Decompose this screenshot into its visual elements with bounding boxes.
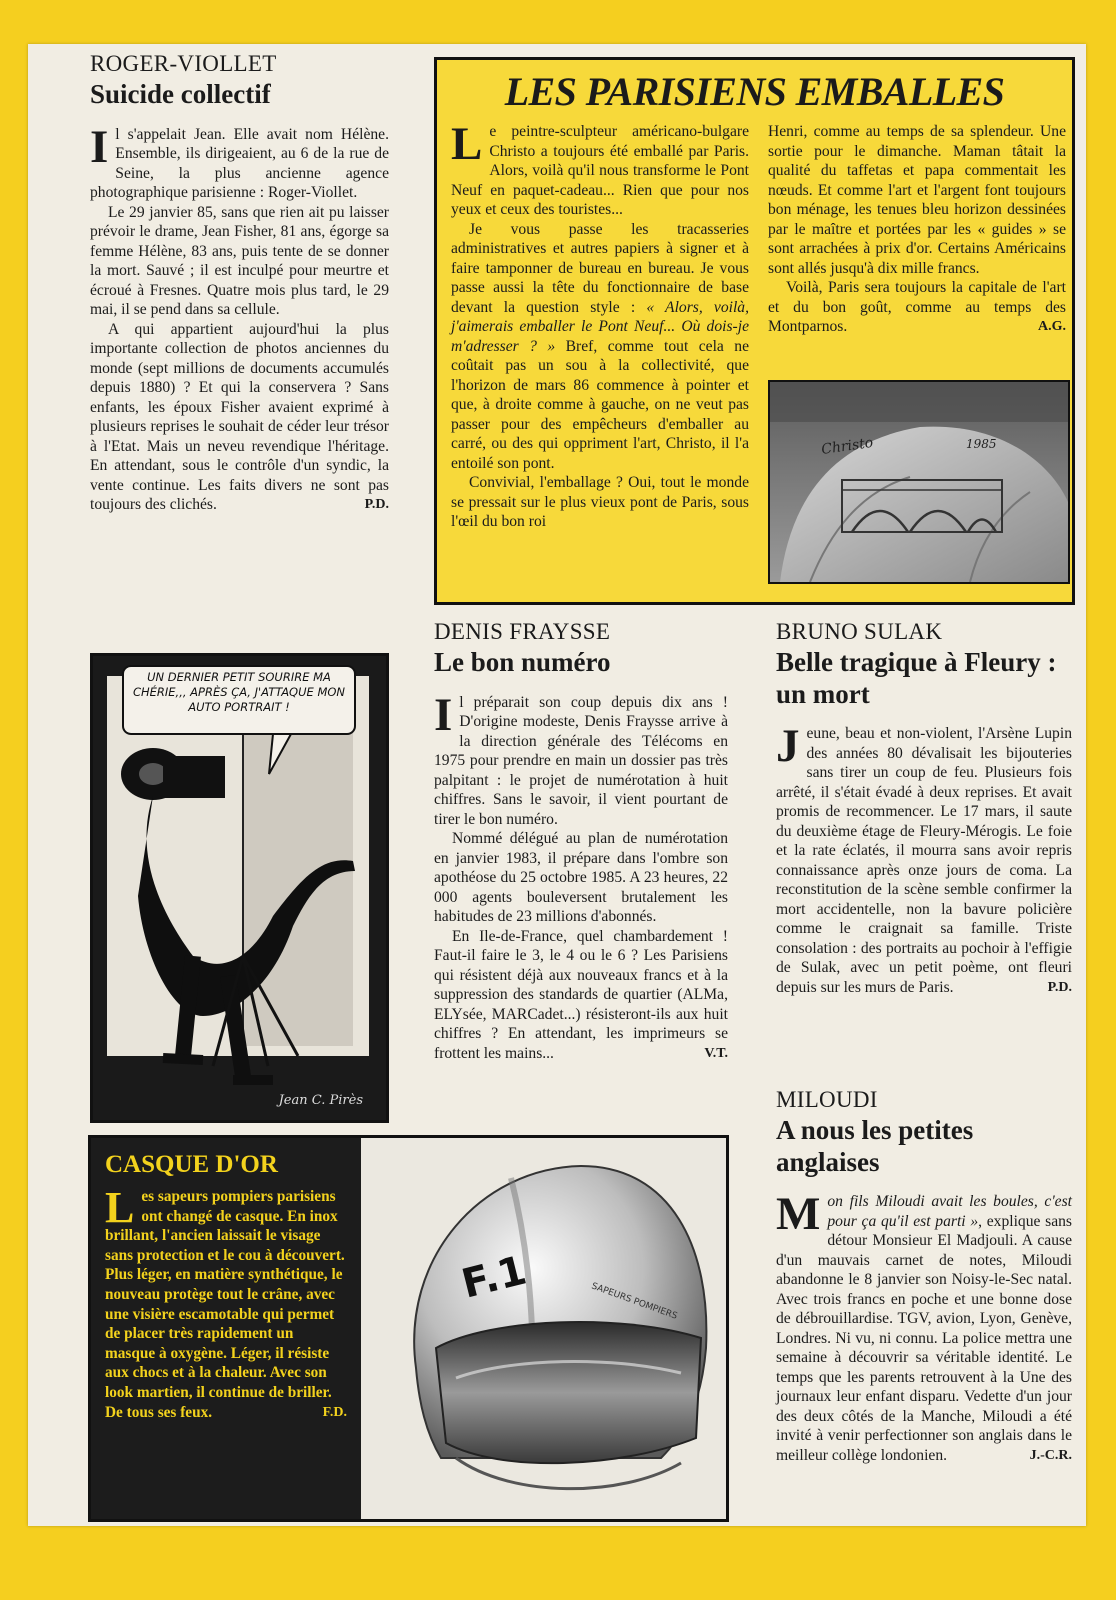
article-casque-dor <box>88 1135 729 1522</box>
helmet-mark: F.1 <box>457 1247 531 1308</box>
paragraph: , explique sans détour Monsieur El Madjouli. A cause d'un mauvais carnet de notes, Miloudi abandonne le 8 janvier son Noisy-le-Sec natal. Avec trois francs en poche et une bonne dose de débrouillardise. TGV, avion, Lyon, Genève, Londres. Ni vu, ni connu. La police mettra une semaine à découvrir sa véritable identité. Le temps que les parents retrouvent à la Une des journaux leur enfant disparu. Vedette d'un jour des deux côtés de la Manche, Miloudi a été invité à venir perfectionner son anglais dans le meilleur collège londonien. <box>776 1212 1072 1464</box>
article-body <box>776 1188 1072 1465</box>
paragraph: Bref, comme tout cela ne coûtait pas un sou à la collectivité, que l'horizon de mars 86 commence à pointer et que, à droite comme à gauche, on ne veut pas passer pour des empêcheurs d'emballer au carré, ou des qui oppriment l'art, Christo, il l'a entoilé son pont. <box>451 337 749 472</box>
paragraph: A qui appartient aujourd'hui la plus importante collection de photos anciennes du monde (sept millions de documents accumulés depuis 1880) ? Et qui la conservera ? Sans enfants, les époux Fisher avaient exprimé à plusieurs reprises le souhait de céder leur trésor à l'Etat. Mais un neveu revendique l'héritage. En attendant, sous le contrôle d'un syndic, la vente continue. Les faits divers ne sont pas toujours des clichés. <box>90 320 389 514</box>
cartoonist-signature: Jean C. Pirès <box>278 1093 363 1108</box>
article-body <box>90 120 389 515</box>
paragraph: l s'appelait Jean. Elle avait nom Hélène. Ensemble, ils dirigeaient, au 6 de la rue de Seine, la plus ancienne agence photographique parisienne : Roger-Viollet. <box>90 125 389 202</box>
paragraph: es sapeurs pompiers parisiens ont changé de casque. En inox brillant, l'ancien laissait le visage sans protection et le cou à découvert. <box>105 1188 345 1264</box>
drop-cap: J <box>776 720 800 773</box>
paragraph: Plus léger, en matière synthétique, le nouveau protège tout le crâne, avec une visière escamotable qui permet de placer très rapidement un masque à oxygène. Léger, il résiste aux chocs et à la chaleur. Avec son look martien, il continue de briller. De tous ses feux. <box>105 1266 343 1421</box>
helmet-illustration <box>361 1138 726 1519</box>
paragraph: En Ile-de-France, quel chambardement ! Faut-il faire le 3, le 4 ou le 6 ? Les Parisiens qui résistent déjà aux nouveaux francs et à la suppression des standards de quartier (ALMa, ELYsée, MARCadet...) résisteront-ils aux huit chiffres ? En attendant, les imprimeurs se frottent les mains... <box>434 927 728 1062</box>
article-miloudi <box>776 1088 1072 1465</box>
article-kicker: DENIS FRAYSSE <box>434 619 611 644</box>
photo-date: 1985 <box>966 437 997 451</box>
article-body <box>434 688 728 1064</box>
author-signature: V.T. <box>704 1045 728 1061</box>
cartoon-photographer <box>90 653 389 1123</box>
paragraph: l préparait son coup depuis dix ans ! D'origine modeste, Denis Fraysse arrive à la direction générale des Télécoms en 1975 pour prendre en main un dossier pas très palpitant : le projet de numérotation à huit chiffres. Sans le savoir, il vient pourtant de tirer le bon numéro. <box>434 693 728 828</box>
article-headline: Belle tragique à Fleury : un mort <box>776 647 1057 709</box>
article-kicker: ROGER-VIOLLET <box>90 51 277 76</box>
paragraph: eune, beau et non-violent, l'Arsène Lupin des années 80 dévalisait les bijouteries sans tirer un coup de feu. Plusieurs fois arrêté, il s'était évadé à deux reprises. Et avait promis de recommencer. Le 17 mars, il saute du deuxième étage de Fleury-Mérogis. Le foie et la rate éclatés, il mourra sans avoir repris connaissance après onze jours de coma. La reconstitution de la scène semble confirmer la mort accidentelle, non la bavure policière comme le craignait sa famille. Triste consolation : des portraits au pochoir à l'effigie de Sulak, avec un petit poème, ont fleuri depuis sur les murs de Paris. <box>776 725 1072 996</box>
quote: on fils Miloudi avait les boules, c'est pour ça qu'il est parti » <box>827 1193 1072 1230</box>
author-signature: P.D. <box>1047 979 1072 995</box>
column-right <box>768 122 1066 337</box>
box-title: LES PARISIENS EMBALLES <box>504 69 1005 114</box>
drop-cap: I <box>90 120 109 173</box>
article-kicker: MILOUDI <box>776 1087 878 1112</box>
paragraph: Nommé délégué au plan de numérotation en janvier 1983, il prépare dans l'ombre son apothéose du 25 octobre 1985. A 23 heures, 22 000 agents bouleversent brutalement les habitudes de 23 millions d'abonnés. <box>434 830 728 926</box>
author-signature: P.D. <box>364 497 389 513</box>
author-signature: A.G. <box>1038 319 1066 334</box>
paragraph: e peintre-sculpteur américano-bulgare Christo a toujours été emballé par Paris. Alors, voilà qu'il nous transforme le Pont Neuf en paquet-cadeau... Rien que pour nos yeux et ceux des touristes... <box>451 123 749 218</box>
article-headline: Le bon numéro <box>434 647 611 677</box>
article-headline: Suicide collectif <box>90 79 271 109</box>
drop-cap: L <box>451 118 483 170</box>
photo-handwriting: Christo <box>820 434 875 458</box>
article-body <box>776 720 1072 997</box>
quote: « Alors, voilà, j'aimerais emballer le Pont Neuf... Où dois-je m'adresser ? » <box>451 298 749 355</box>
box-title: CASQUE D'OR <box>105 1151 278 1178</box>
drop-cap: M <box>776 1188 821 1241</box>
article-bruno-sulak <box>776 620 1072 997</box>
column-left <box>451 118 749 532</box>
article-headline: A nous les petites anglaises <box>776 1115 974 1177</box>
casque-text-panel <box>91 1138 361 1519</box>
paragraph: Je vous passe les tracasseries administratives et autres papiers à signer et à faire tamponner de bureau en bureau. Je vous passe aussi la tête du fonctionnaire de base devant la question style : <box>451 220 749 316</box>
paragraph: Convivial, l'emballage ? Oui, tout le monde se pressait sur le plus vieux pont de Paris, sous l'œil du bon roi <box>451 474 749 530</box>
drop-cap: L <box>105 1183 135 1232</box>
cartoon-illustration <box>93 656 386 1120</box>
paragraph: Henri, comme au temps de sa splendeur. Une sortie pour le dimanche. Maman tâtait la qualité du taffetas et papa commentait les nœuds. Et comme l'art et l'argent font toujours bon ménage, les tenues bleu horizon dessinées par le maître et portées par les « guides » se sont arrachées à prix d'or. Certains Américains sont allés jusqu'à dix mille francs. <box>768 123 1066 277</box>
helmet-band-text: SAPEURS POMPIERS <box>589 1281 679 1322</box>
article-roger-viollet <box>90 52 389 515</box>
author-signature: J.-C.R. <box>1029 1447 1072 1463</box>
article-kicker: BRUNO SULAK <box>776 619 943 644</box>
article-denis-fraysse <box>434 620 728 1063</box>
speech-bubble-text: UN DERNIER PETIT SOURIRE MA CHÉRIE,,, APRÈS ÇA, J'ATTAQUE MON AUTO PORTRAIT ! <box>132 670 346 714</box>
paragraph: Le 29 janvier 85, sans que rien ait pu laisser prévoir le drame, Jean Fisher, 81 ans, égorge sa femme Hélène, 83 ans, puis tente de se donner la mort. Sauvé ; il est inculpé pour meurtre et écroué à Fresnes. Quatre mois plus tard, le 29 mai, il se pend dans sa cellule. <box>90 203 389 319</box>
author-signature: F.D. <box>322 1404 347 1420</box>
pont-neuf-photo <box>768 380 1070 584</box>
drop-cap: I <box>434 688 453 741</box>
paragraph: Voilà, Paris sera toujours la capitale de l'art et du bon goût, comme au temps des Montparnos. <box>768 279 1066 335</box>
article-parisiens-emballes <box>434 57 1075 605</box>
photo-illustration <box>770 382 1068 582</box>
